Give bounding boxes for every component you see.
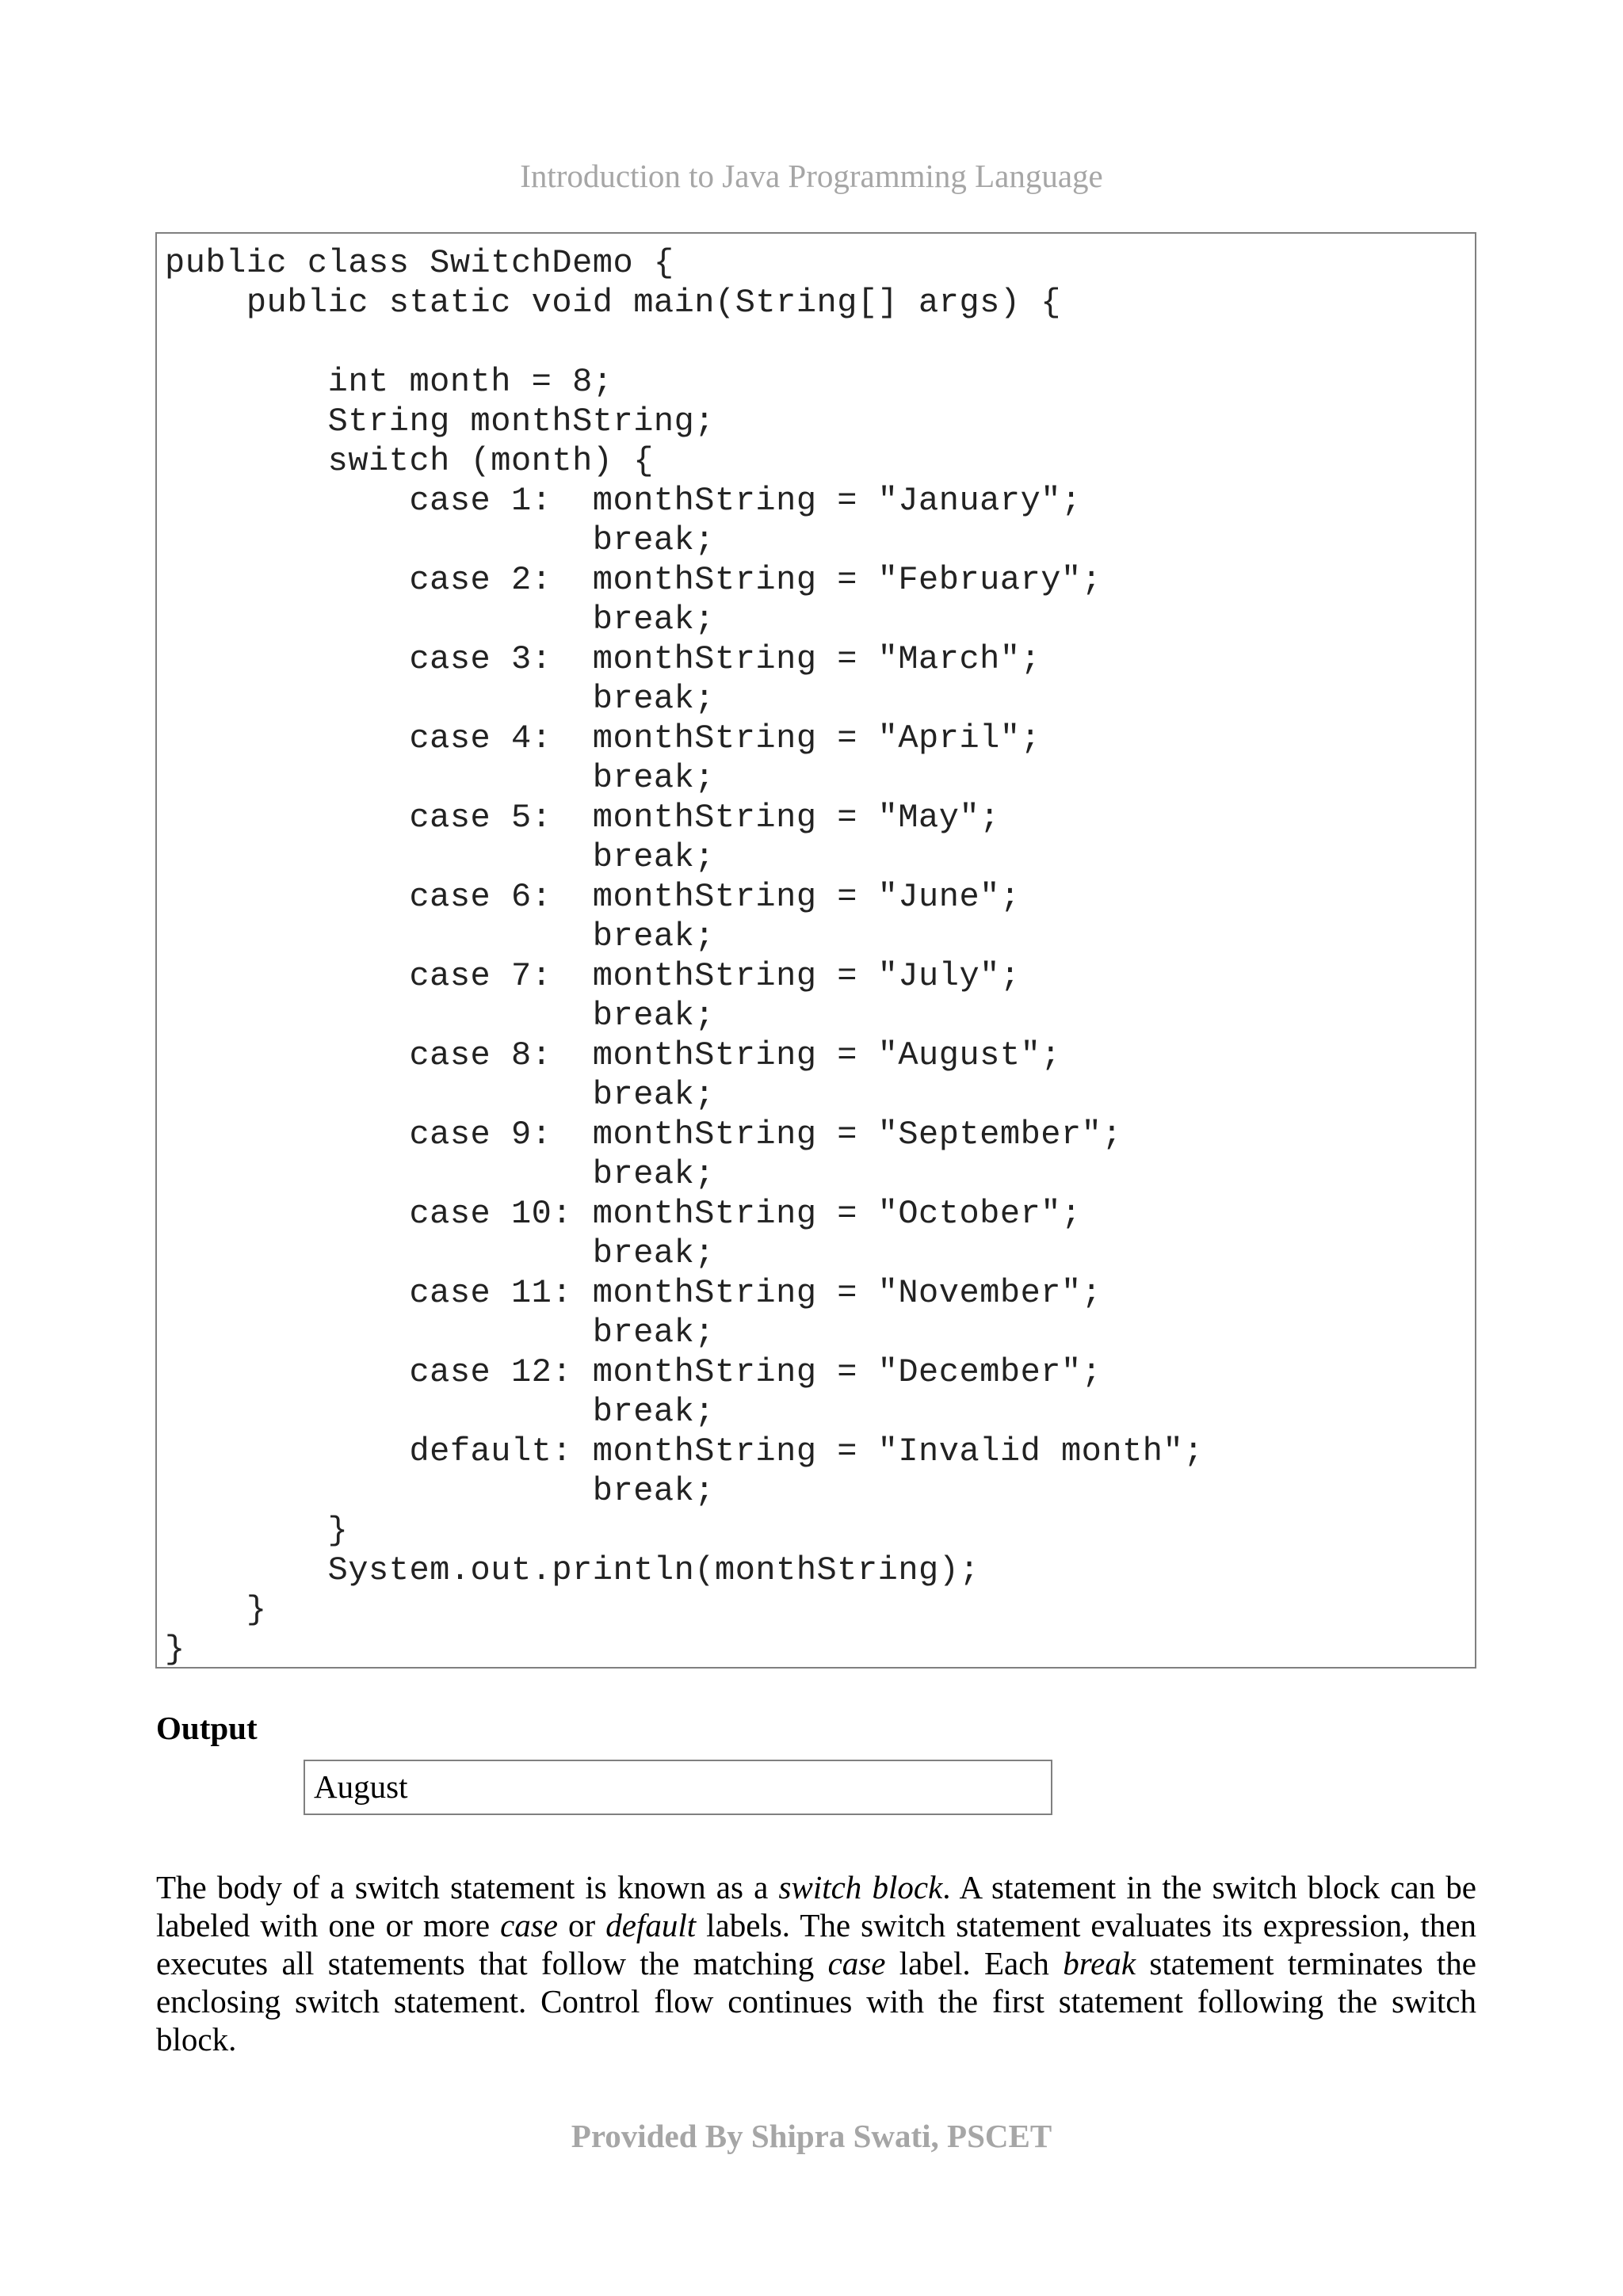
code-line: case 11: monthString = "November"; (165, 1274, 1102, 1312)
term-case: case (500, 1907, 558, 1943)
code-line: System.out.println(monthString); (165, 1551, 980, 1589)
code-line: case 8: monthString = "August"; (165, 1036, 1061, 1074)
code-line: } (165, 1591, 267, 1629)
page-footer: Provided By Shipra Swati, PSCET (571, 2118, 1052, 2154)
output-box (304, 1760, 1052, 1815)
page-header: Introduction to Java Programming Language (520, 158, 1103, 194)
code-line: String monthString; (165, 402, 716, 441)
code-line: case 6: monthString = "June"; (165, 878, 1021, 916)
code-line: break; (165, 521, 716, 559)
paragraph-text: labels. The switch statement evaluates its expression, then executes all statements that follow the matching (156, 1907, 1477, 1981)
code-line: break; (165, 1472, 716, 1510)
term-default: default (605, 1907, 697, 1943)
paragraph-text: . A statement in the switch block can be labeled with one or more (156, 1869, 1476, 1943)
explanation-paragraph (156, 1868, 1476, 2058)
paragraph-text: The body of a switch statement is known as a (156, 1869, 779, 1905)
code-line: break; (165, 680, 716, 718)
code-line: case 3: monthString = "March"; (165, 640, 1041, 678)
output-heading: Output (156, 1710, 258, 1746)
term-break: break (1063, 1945, 1136, 1981)
code-line: break; (165, 838, 716, 876)
code-line: break; (165, 1155, 716, 1193)
code-line: break; (165, 1393, 716, 1431)
code-line: } (165, 1512, 349, 1550)
code-line: break; (165, 1314, 716, 1352)
paragraph-text: statement terminates the enclosing switch statement. Control flow continues with the first statement following the switch block. (156, 1945, 1477, 2058)
term-switch-block: switch block (778, 1869, 943, 1905)
code-line: case 12: monthString = "December"; (165, 1353, 1102, 1391)
code-line: case 9: monthString = "September"; (165, 1116, 1123, 1154)
code-line: case 5: monthString = "May"; (165, 799, 1000, 837)
code-line: case 7: monthString = "July"; (165, 957, 1021, 995)
code-line: break; (165, 917, 716, 955)
term-case: case (827, 1945, 886, 1981)
code-line: break; (165, 1234, 716, 1272)
paragraph-text: label. Each (885, 1945, 1064, 1981)
code-listing (155, 232, 1476, 1669)
code-line: case 10: monthString = "October"; (165, 1195, 1082, 1233)
code-line: break; (165, 1076, 716, 1114)
code-line: break; (165, 601, 716, 639)
paragraph-text: or (557, 1907, 606, 1943)
code-line (165, 322, 1475, 362)
code-line: break; (165, 759, 716, 797)
code-line: } (165, 1630, 185, 1669)
code-line: public class SwitchDemo { (165, 244, 674, 282)
code-line: break; (165, 997, 716, 1035)
output-value: August (314, 1768, 408, 1805)
code-line: case 4: monthString = "April"; (165, 719, 1041, 757)
code-line: case 1: monthString = "January"; (165, 482, 1082, 520)
code-line: default: monthString = "Invalid month"; (165, 1432, 1204, 1470)
code-line: switch (month) { (165, 442, 654, 480)
code-line: public static void main(String[] args) { (165, 284, 1061, 322)
code-line: case 2: monthString = "February"; (165, 561, 1102, 599)
code-line: int month = 8; (165, 363, 613, 401)
